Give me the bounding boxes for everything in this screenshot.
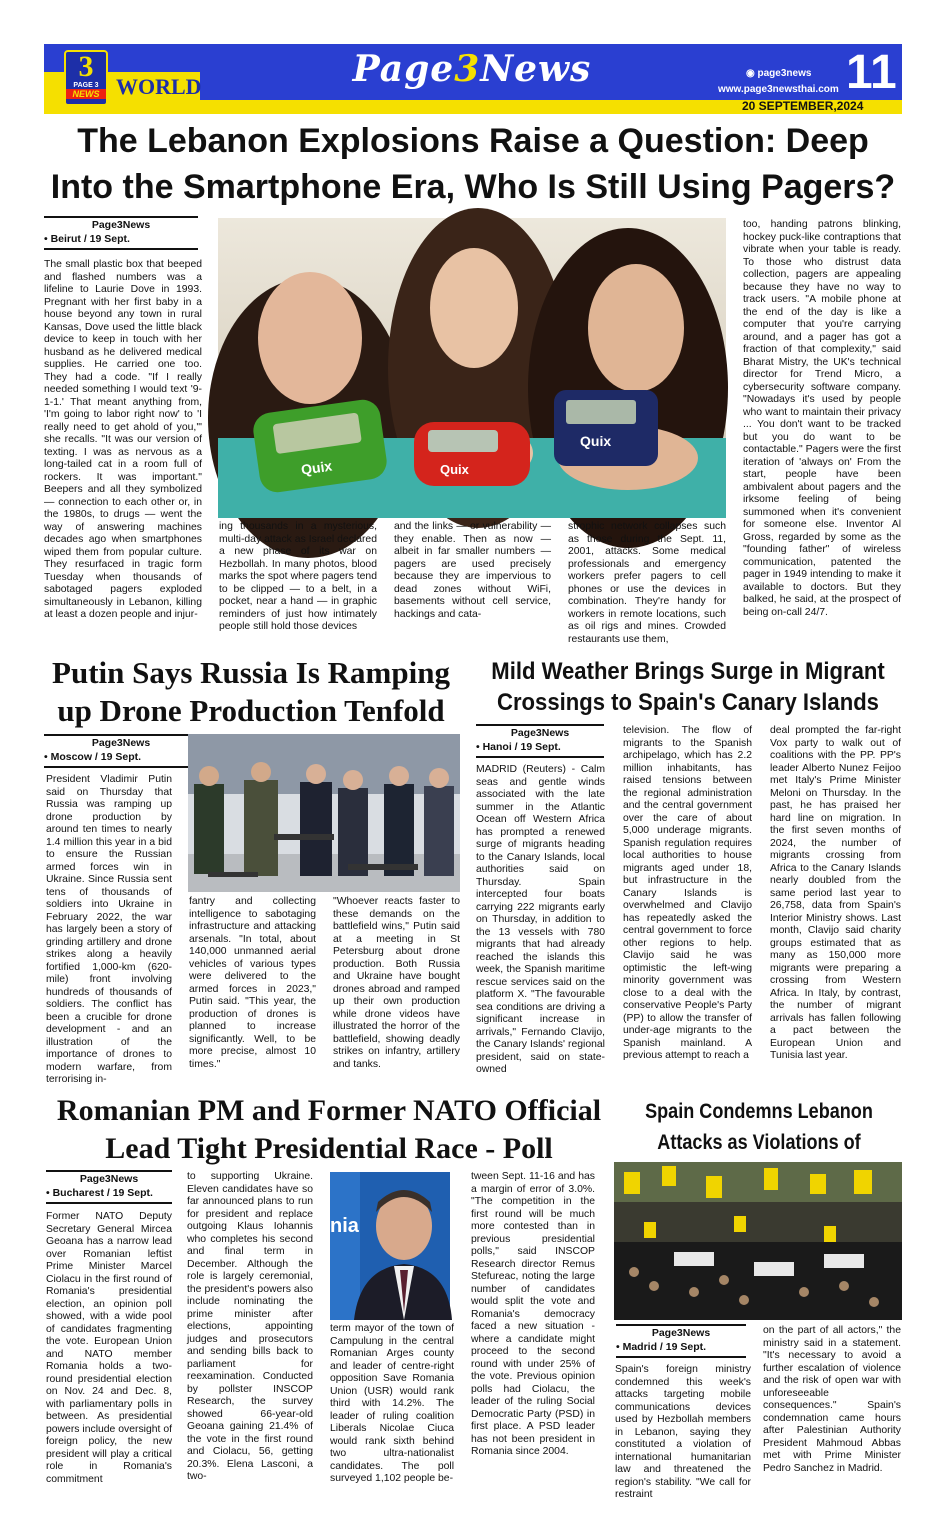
red-pager	[414, 422, 530, 486]
masthead-news: News	[480, 48, 592, 90]
article1-headline	[44, 118, 902, 210]
byline-location: • Hanoi / 19 Sept.	[476, 740, 604, 758]
masthead-title[interactable]	[340, 48, 604, 90]
logo-news: NEWS	[66, 89, 106, 99]
article4-column-2: to supporting Ukraine. Eleven candidates have so far announced plans to run for president and replace outgoing Klaus Iohannis who completes his second and final term in December. Although the role is largely ceremonial, the president's powers also include nominating the prime minister after elections, appointing judges and prosecutors and sending bills back to parliament for reexamination. Conducted by pollster INSCOP Research, the survey showed 66-year-old Geoana gaining 21.4% of the vote in the first round and Ciolacu, 56, getting 20.3%. Elena Lasconi, a two-	[187, 1171, 313, 1482]
green-pager-brand: Quix	[300, 457, 334, 478]
article1-column-1: The small plastic box that beeped and flashed numbers was a lifeline to Laurie Dove in 1993. Pregnant with her first baby in a house beyond any town in rural Kansas, Dove used the little black device to keep in touch with her husband as he delivered medical supplies. He carried one too. They had a code. "If I really needed something I would text '9-1-1.' That meant anything from, 'I'm going to labor right now' to 'I really need to get ahold of you,'" she recalls. "It was our version of texting. I was as nervous as a long-tailed cat in a room full of rockers. It was important." Beepers and all they symbolized — connection to each other or, in the 1980s, to drugs — went the way of answering machines decades ago when smartphones wiped them from popular culture. They resurfaced in tragic form Tuesday when thousands of sabotaged pagers exploded simultaneously in Lebanon, killing at least a dozen people and injur-	[44, 259, 202, 620]
article2-byline	[44, 734, 198, 768]
article2-photo-drones	[188, 734, 460, 892]
article1-headline-line2: Into the Smartphone Era, Who Is Still Using Pagers?	[50, 168, 896, 206]
article3-column-3: deal prompted the far-right Vox party to walk out of coalitions with the PP. PP's leader Alberto Nunez Feijoo met Italy's Prime Minister Meloni on Thursday. In the past, he has praised her hard line on migration. In the first seven months of 2024, the number of migrants crossing from Africa to the Canary Islands nearly doubled from the same period last year to 26,758, data from Spain's Interior Ministry shows. Last month, Clavijo said charity groups estimated that as many as 150,000 more migrants were preparing a crossing from Western Africa. In Italy, by contrast, the number of migrant arrivals has fallen following a pact between the European Union and Tunisia last year.	[770, 725, 901, 1061]
article2-headline: Putin Says Russia Is Ramping up Drone Production Tenfold	[52, 655, 450, 728]
article5-photo-funeral	[614, 1162, 902, 1320]
article5-byline	[616, 1324, 746, 1358]
article1-headline-line1: The Lebanon Explosions Raise a Question: Deep	[77, 122, 869, 160]
byline-location: • Bucharest / 19 Sept.	[46, 1186, 172, 1204]
blue-pager	[554, 390, 658, 466]
page3-logo[interactable]	[64, 50, 108, 106]
logo-number: 3	[78, 50, 94, 83]
article5-headline: Spain Condemns Lebanon Attacks as Violations of	[645, 1100, 873, 1154]
article1-column-4: strophic network collapses such as those during the Sept. 11, 2001, attacks. Some medical professionals and emergency workers prefer pagers to cell phones or use the devices in combination. They're handy for workers in remote locations, such as oil rigs and mines. Crowded restaurants use them,	[568, 521, 726, 645]
masthead-page: Page	[352, 48, 455, 90]
article3-column-1: MADRID (Reuters) - Calm seas and gentle winds associated with the late summer in the Atlantic Ocean off Western Africa has prompted a renewed surge of migrants heading to the Canary Islands, local authorities said on Thursday. Spain intercepted four boats carrying 222 migrants early on Thursday, in addition to the 13 vessels with 780 migrants that had already reached the islands this week, the Spanish maritime rescue services said on the platform X. "The favourable sea conditions are driving a significant increase in arrivals," Fernando Clavijo, the Canary Islands' regional president, said on state-owned	[476, 764, 605, 1075]
crowd-illustration	[614, 1162, 902, 1320]
section-label: WORLD	[116, 74, 202, 99]
article3-column-2: television. The flow of migrants to the Spanish archipelago, which has 2.2 million inhabitants, has raised tensions between the regional administration and the central government over the care of about 5,000 underage migrants. Spanish regulation requires local authorities to house migrants aged under 18, but infrastructure in the Canary Islands is overwhelmed and Clavijo has repeatedly asked the central government to force other regions to help. Clavijo said he was optimistic the left-wing minority government was close to a deal with the conservative People's Party (PP) to allow the transfer of under-age migrants to the Spanish mainland. A previous attempt to reach a	[623, 725, 752, 1061]
portrait-illustration	[330, 1172, 450, 1320]
pagers-illustration	[218, 218, 726, 518]
logo-small: PAGE 3	[73, 82, 99, 89]
article4-byline	[46, 1170, 172, 1204]
photo-backdrop-text: nia	[330, 1215, 359, 1237]
article2-column-2: fantry and collecting intelligence to sabotaging infrastructure and attacking arsenals. "In total, about 140,000 unmanned aerial vehicles of various types were delivered to the armed forces in 2023," Putin said. "This year, the production of drones is planned to increase significantly. Well, to be more precise, almost 10 times."	[189, 896, 316, 1070]
byline-location: • Beirut / 19 Sept.	[44, 232, 198, 250]
article1-column-5: too, handing patrons blinking, hockey puck-like contraptions that vibrate when your table is ready. To those who distrust data collection, pagers are appealing because they have no way to track users. "A mobile phone at the end of the day is like a computer that you're carrying around, and a pager has got a fraction of that complexity," said Bharat Mistry, the UK's technical director for Trend Micro, a cybersecurity software company. "Nowadays it's used by people who want to maintain their privacy ... You don't want to be tracked but you do want to be contactable." Pagers were the first iteration of 'always on' From the start, people have been ambivalent about pagers and the irksome feeling of being summoned when it's convenient for someone else. Inventor Al Gross, regarded by some as the "founding father" of wireless communication, patented the pager in 1949 intending to make it available to doctors. But they balked, he said, at the prospect of being on-call 24/7.	[743, 219, 901, 618]
blue-pager-brand: Quix	[580, 433, 612, 449]
byline-location: • Moscow / 19 Sept.	[44, 750, 198, 768]
page-number: 11	[846, 46, 897, 99]
article5-column-1: Spain's foreign ministry condemned this week's attacks targeting mobile communications devices used by Hezbollah members in Lebanon, saying they constituted a violation of international humanitarian law and threatened the region's stability. "We call for restraint	[615, 1364, 751, 1500]
byline-location: • Madrid / 19 Sept.	[616, 1340, 746, 1358]
byline-source: Page3News	[46, 1170, 172, 1186]
byline-source: Page3News	[44, 216, 198, 232]
facebook-icon: ◉	[746, 68, 758, 79]
article1-byline	[44, 216, 198, 250]
article4-photo-ciolacu	[330, 1172, 450, 1320]
article5-column-2: on the part of all actors," the ministry said in a statement. "It's necessary to avoid a further escalation of violence and the risk of open war with unforeseeable consequences." Spain's condemnation came hours after Palestinian Authority President Mahmoud Abbas met with Prime Minister Pedro Sanchez in Madrid.	[763, 1325, 901, 1474]
social-handle[interactable]	[746, 68, 811, 79]
article2-column-1: President Vladimir Putin said on Thursday that Russia was ramping up drone production by around ten times to nearly 1.4 million this year in a bid to ensure the Russian armed forces win in Ukraine. Since Russia sent tens of thousands of soldiers into Ukraine in February 2022, the war has largely been a story of grinding artillery and drone strikes along a heavily fortified 1,000-km (620-mile) front involving hundreds of thousands of soldiers. The conflict has been a crucible for drone development - and an illustration of the importance of drones to modern warfare, from terrorising in-	[46, 774, 172, 1085]
article1-column-2: ing thousands in a mysterious, multi-day attack as Israel declared a new phase of its war on Hezbollah. In many photos, blood marks the spot where pagers tend to be clipped — to a belt, in a pocket, near a hand — in graphic reminders of just how intimately people still hold those devices	[219, 521, 377, 632]
article3-byline	[476, 724, 604, 758]
social-text: page3news	[757, 68, 812, 79]
article3-headline: Mild Weather Brings Surge in Migrant Crossings to Spain's Canary Islands	[491, 658, 885, 716]
masthead-three: 3	[454, 48, 481, 90]
drone-meeting-illustration	[188, 734, 460, 892]
website-link[interactable]: www.page3newsthai.com	[718, 84, 839, 95]
article1-photo-pagers	[218, 218, 726, 518]
byline-source: Page3News	[44, 734, 198, 750]
article4-column-1: Former NATO Deputy Secretary General Mircea Geoana has a narrow lead over Romanian leftist Prime Minister Marcel Ciolacu in the first round of Romania's presidential election, an opinion poll showed, with a wide pool of candidates fragmenting the vote. European Union and NATO member Romania holds a two-round presidential election on Nov. 24 and Dec. 8, with parliamentary polls in between. As presidential powers include oversight of foreign policy, the new president will play a critical role in Romania's commitment	[46, 1211, 172, 1485]
article2-column-3: "Whoever reacts faster to these demands on the battlefield wins," Putin said at a meeting in St Petersburg about drone production. Both Russia and Ukraine have bought drones abroad and ramped up their own production while drone videos have illustrated the horror of the battlefield, showing deadly strikes on infantry, artillery and tanks.	[333, 896, 460, 1070]
red-pager-brand: Quix	[440, 462, 469, 477]
byline-source: Page3News	[616, 1324, 746, 1340]
article4-column-4: tween Sept. 11-16 and has a margin of error of 3.0%. "The competition in the first round will be much more contested than in previous presidential polls," said INSCOP Research director Remus Stefureac, noting the large number of candidates would split the vote and Romania's democracy faced a new situation - where a candidate might proceed to the second round with under 25% of the vote. Previous opinion polls had Ciolacu, the leader of the ruling Social Democratic Party (PSD) in first place. A PSD leader has not been president in Romania since 2004.	[471, 1171, 595, 1457]
byline-source: Page3News	[476, 724, 604, 740]
article4-column-3: term mayor of the town of Campulung in the central Romanian Arges county and leader of centre-right opposition Save Romania Union (USR) would rank third with 14.2%. The leader of ruling coalition Liberals Nicolae Ciuca would rank sixth behind two ultra-nationalist candidates. The poll surveyed 1,102 people be-	[330, 1323, 454, 1484]
issue-date: 20 SEPTEMBER,2024	[742, 99, 864, 113]
article1-column-3: and the links — or vulnerability — they enable. Then as now — albeit in far smaller numbers — pagers are used precisely because they are impervious to dead zones without WiFi, basements without cell service, hackings and cata-	[394, 521, 551, 620]
article4-headline: Romanian PM and Former NATO Official Lead Tight Presidential Race - Poll	[56, 1094, 602, 1165]
